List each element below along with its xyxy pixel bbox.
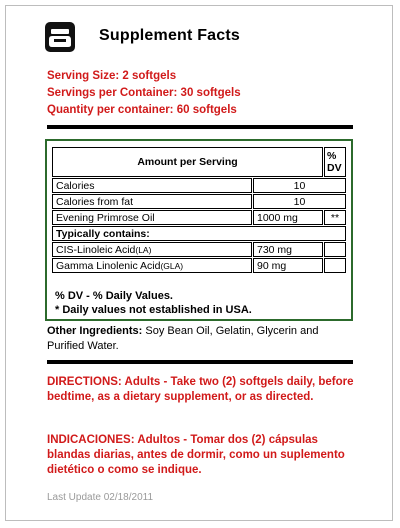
footnote-daily-values: * Daily values not established in USA.: [55, 304, 252, 316]
row-label: CIS-Linoleic Acid(LA): [52, 242, 252, 257]
last-update: Last Update 02/18/2011: [47, 492, 154, 503]
page-title: Supplement Facts: [99, 27, 241, 44]
other-ingredients-label: Other Ingredients:: [47, 325, 143, 337]
quantity-per-container: Quantity per container: 60 softgels: [47, 104, 237, 116]
divider-bottom: [47, 360, 353, 364]
row-dv: [324, 242, 346, 257]
row-label: Calories: [52, 178, 252, 193]
table-row: [52, 242, 346, 257]
serving-size: Serving Size: 2 softgels: [47, 70, 177, 82]
row-label: Calories from fat: [52, 194, 252, 209]
row-dv: **: [324, 210, 346, 225]
typically-contains-label: Typically contains:: [52, 226, 346, 241]
table-row: [52, 258, 346, 273]
row-value: 1000 mg: [253, 210, 323, 225]
indicaciones: [47, 433, 357, 478]
footnotes: [55, 289, 252, 317]
directions-label: DIRECTIONS:: [47, 376, 122, 388]
other-ingredients-text: Soy Bean Oil, Gelatin, Glycerin and Purified Water.: [47, 325, 319, 352]
table-row: [52, 210, 346, 225]
servings-per-container: Servings per Container: 30 softgels: [47, 87, 241, 99]
header: [45, 22, 365, 52]
facts-box: [45, 139, 353, 321]
row-value: 730 mg: [253, 242, 323, 257]
directions-text: Adults - Take two (2) softgels daily, before bedtime, as a dietary supplement, or as directed.: [47, 376, 354, 403]
amount-header: Amount per Serving: [52, 147, 323, 177]
table-row: [52, 178, 346, 193]
row-value: 10: [253, 194, 346, 209]
table-row: [52, 194, 346, 209]
table-header-row: [52, 147, 346, 177]
directions: [47, 375, 357, 405]
facts-table: [51, 146, 347, 274]
pill-bottle-icon: [45, 22, 75, 52]
divider-top: [47, 125, 353, 129]
row-value: 10: [253, 178, 346, 193]
serving-info: [47, 68, 241, 119]
typically-row: [52, 226, 346, 241]
row-label: Gamma Linolenic Acid(GLA): [52, 258, 252, 273]
row-label: Evening Primrose Oil: [52, 210, 252, 225]
indicaciones-text: Adultos - Tomar dos (2) cápsulas blandas diarias, antes de dormir, como un suplemento dietético o como se indique.: [47, 434, 345, 476]
dv-header: % DV: [324, 147, 346, 177]
row-dv: [324, 258, 346, 273]
indicaciones-label: INDICACIONES:: [47, 434, 135, 446]
row-value: 90 mg: [253, 258, 323, 273]
footnote-dv: % DV - % Daily Values.: [55, 290, 173, 302]
other-ingredients: [47, 324, 357, 354]
